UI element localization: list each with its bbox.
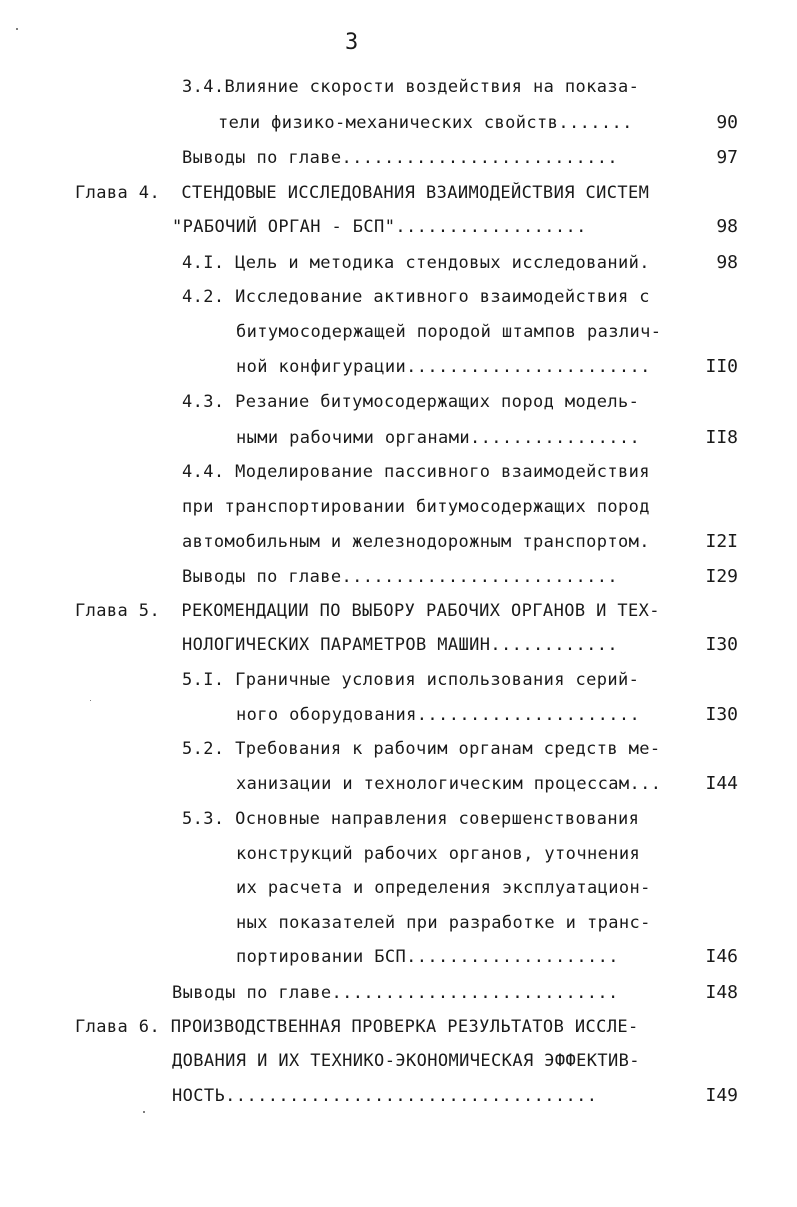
toc-entry-5-2-line1: 5.2. Требования к рабочим органам средств ме- bbox=[182, 739, 661, 759]
toc-entry-5-1-line1: 5.I. Граничные условия использования серий- bbox=[182, 670, 640, 690]
toc-entry-3-4-line1: 3.4.Влияние скорости воздействия на показа- bbox=[182, 77, 640, 97]
toc-page-4-3: II8 bbox=[705, 427, 738, 448]
toc-entry-4-4-line2: при транспортировании битумосодержащих пород bbox=[182, 497, 650, 517]
toc-entry-4-2-line2: битумосодержащей породой штампов различ- bbox=[236, 322, 662, 342]
toc-entry-4-3-line1: 4.3. Резание битумосодержащих пород модель- bbox=[182, 392, 640, 412]
toc-entry-4-4-line3: автомобильным и железнодорожным транспортом. bbox=[182, 532, 650, 552]
scan-speck bbox=[16, 28, 18, 30]
toc-entry-4-2-line3: ной конфигурации....................... bbox=[236, 357, 651, 377]
toc-page-chapter-4: 98 bbox=[716, 216, 738, 237]
toc-entry-5-1-line2: ного оборудования..................... bbox=[236, 705, 641, 725]
scan-speck bbox=[90, 700, 91, 701]
toc-conclusions-ch5: Выводы по главе........................... bbox=[172, 983, 619, 1003]
toc-chapter-6-line3: НОСТЬ................................... bbox=[172, 1086, 598, 1106]
toc-entry-5-3-line1: 5.3. Основные направления совершенствования bbox=[182, 809, 640, 829]
toc-page-chapter-5: I30 bbox=[705, 634, 738, 655]
toc-entry-5-3-line5: портировании БСП.................... bbox=[236, 947, 619, 967]
toc-page-conclusions-ch4: I29 bbox=[705, 566, 738, 587]
toc-entry-5-3-line2: конструкций рабочих органов, уточнения bbox=[236, 844, 641, 864]
toc-page-5-2: I44 bbox=[705, 773, 738, 794]
scan-speck bbox=[143, 1111, 145, 1113]
toc-entry-5-3-line4: ных показателей при разработке и транс- bbox=[236, 913, 651, 933]
toc-chapter-4-line2: "РАБОЧИЙ ОРГАН - БСП".................. bbox=[172, 217, 587, 237]
toc-entry-4-3-line2: ными рабочими органами................ bbox=[236, 428, 641, 448]
toc-page-conclusions-ch5: I48 bbox=[705, 982, 738, 1003]
toc-page-5-3: I46 bbox=[705, 946, 738, 967]
toc-page-chapter-6: I49 bbox=[705, 1085, 738, 1106]
toc-entry-4-1: 4.I. Цель и методика стендовых исследований. bbox=[182, 253, 650, 273]
toc-page-4-2: II0 bbox=[705, 356, 738, 377]
toc-chapter-6-line1: Глава 6. ПРОИЗВОДСТВЕННАЯ ПРОВЕРКА РЕЗУЛЬТАТОВ ИССЛЕ- bbox=[75, 1017, 639, 1037]
toc-page-4-4: I2I bbox=[705, 531, 738, 552]
toc-entry-4-2-line1: 4.2. Исследование активного взаимодействия с bbox=[182, 287, 650, 307]
toc-chapter-5-line1: Глава 5. РЕКОМЕНДАЦИИ ПО ВЫБОРУ РАБОЧИХ ОРГАНОВ И ТЕХ- bbox=[75, 601, 660, 621]
toc-chapter-6-line2: ДОВАНИЯ И ИХ ТЕХНИКО-ЭКОНОМИЧЕСКАЯ ЭФФЕКТИВ- bbox=[172, 1051, 640, 1071]
toc-conclusions-ch3: Выводы по главе.......................... bbox=[182, 148, 619, 168]
toc-page-3-4: 90 bbox=[716, 112, 738, 133]
toc-conclusions-ch4: Выводы по главе.......................... bbox=[182, 567, 619, 587]
toc-chapter-4-line1: Глава 4. СТЕНДОВЫЕ ИССЛЕДОВАНИЯ ВЗАИМОДЕЙСТВИЯ СИСТЕМ bbox=[75, 183, 650, 203]
toc-entry-3-4-line2: тели физико-механических свойств....... bbox=[218, 113, 633, 133]
toc-entry-5-3-line3: их расчета и определения эксплуатацион- bbox=[236, 878, 651, 898]
toc-chapter-5-line2: НОЛОГИЧЕСКИХ ПАРАМЕТРОВ МАШИН............ bbox=[182, 635, 619, 655]
toc-entry-4-4-line1: 4.4. Моделирование пассивного взаимодействия bbox=[182, 462, 650, 482]
toc-page-5-1: I30 bbox=[705, 704, 738, 725]
page-number: 3 bbox=[345, 30, 359, 55]
toc-entry-5-2-line2: ханизации и технологическим процессам... bbox=[236, 774, 662, 794]
toc-page-conclusions-ch3: 97 bbox=[716, 147, 738, 168]
toc-page-4-1: 98 bbox=[716, 252, 738, 273]
